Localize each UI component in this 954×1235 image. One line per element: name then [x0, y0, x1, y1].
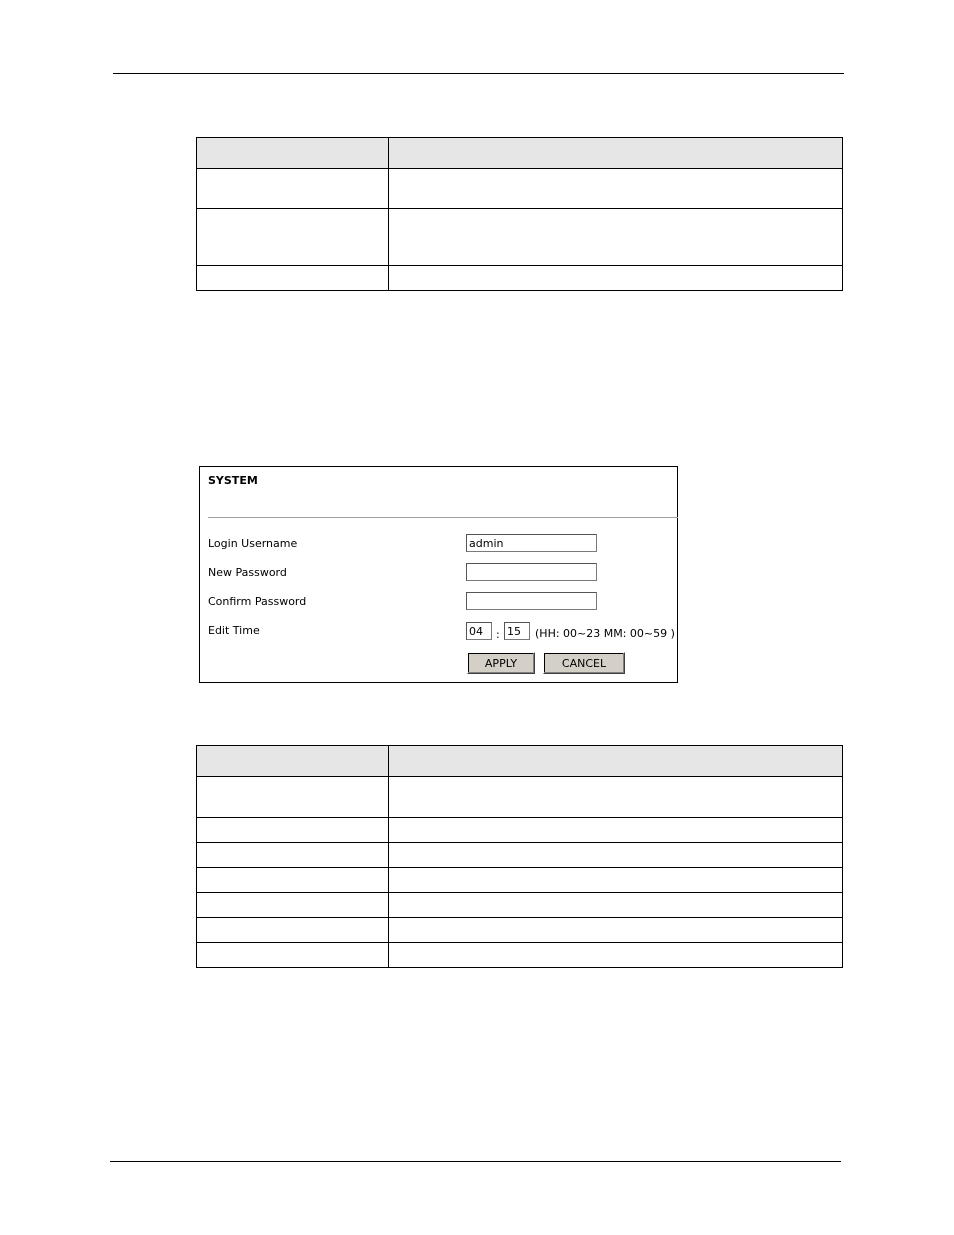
table-cell — [197, 843, 389, 868]
table-row — [197, 209, 843, 266]
table-row — [197, 918, 843, 943]
panel-title: SYSTEM — [208, 474, 258, 487]
table-header-cell — [389, 746, 843, 777]
table-row — [197, 169, 843, 209]
confirm-password-label: Confirm Password — [208, 595, 307, 608]
table-cell — [389, 266, 843, 291]
table-cell — [197, 918, 389, 943]
edit-time-minutes-input[interactable] — [504, 622, 530, 640]
time-separator: : — [496, 628, 500, 641]
confirm-password-input[interactable] — [466, 592, 597, 610]
cancel-button[interactable]: CANCEL — [543, 652, 625, 674]
table-cell — [197, 893, 389, 918]
table-header-cell — [389, 138, 843, 169]
table-cell — [197, 209, 389, 266]
description-table-2 — [196, 745, 843, 968]
apply-button[interactable]: APPLY — [467, 652, 535, 674]
table-row — [197, 266, 843, 291]
table-cell — [389, 893, 843, 918]
description-table-1 — [196, 137, 843, 291]
table-row — [197, 943, 843, 968]
edit-time-hours-input[interactable] — [466, 622, 492, 640]
table-row — [197, 818, 843, 843]
table-header-cell — [197, 138, 389, 169]
table-cell — [197, 818, 389, 843]
table-row — [197, 893, 843, 918]
table-cell — [389, 209, 843, 266]
header-rule — [113, 73, 844, 74]
table-cell — [389, 843, 843, 868]
table-header-cell — [197, 746, 389, 777]
table-row — [197, 777, 843, 818]
new-password-label: New Password — [208, 566, 287, 579]
table-cell — [197, 266, 389, 291]
panel-divider — [208, 517, 678, 518]
table-cell — [197, 777, 389, 818]
footer-rule — [110, 1161, 841, 1162]
login-username-input[interactable] — [466, 534, 597, 552]
table-cell — [197, 169, 389, 209]
login-username-label: Login Username — [208, 537, 298, 550]
system-panel — [199, 466, 678, 683]
edit-time-label: Edit Time — [208, 624, 260, 637]
table-cell — [389, 918, 843, 943]
table-cell — [389, 943, 843, 968]
edit-time-hint: (HH: 00~23 MM: 00~59 ) — [535, 627, 675, 640]
table-cell — [389, 818, 843, 843]
table-cell — [197, 943, 389, 968]
table-header-row — [197, 746, 843, 777]
table-row — [197, 843, 843, 868]
table-cell — [389, 777, 843, 818]
table-header-row — [197, 138, 843, 169]
table-row — [197, 868, 843, 893]
new-password-input[interactable] — [466, 563, 597, 581]
table-cell — [389, 868, 843, 893]
table-cell — [389, 169, 843, 209]
table-cell — [197, 868, 389, 893]
